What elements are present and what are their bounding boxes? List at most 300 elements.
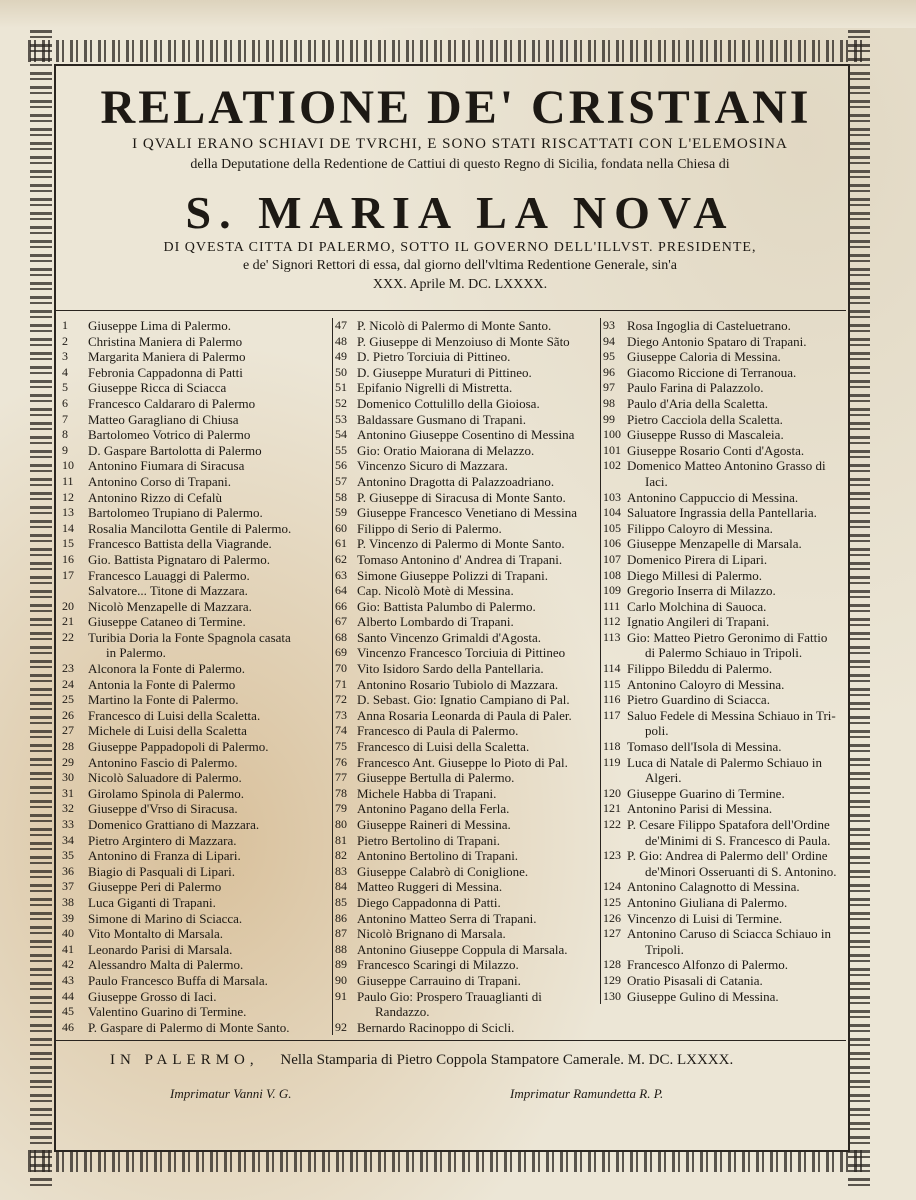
list-item: [62, 318, 330, 334]
entry-number: 106: [603, 536, 621, 551]
entry-number: 123: [603, 848, 621, 863]
entry-name: Epifanio Nigrelli di Mistretta.: [357, 380, 513, 396]
entry-number: 96: [603, 364, 615, 379]
entry-number: 119: [603, 754, 621, 769]
subtitle-line-4: DI QVESTA CITTA DI PALERMO, SOTTO IL GOVERNO DELL'ILLVST. PRESIDENTE,: [163, 240, 757, 255]
entry-number: 86: [335, 910, 347, 925]
entry-number: 16: [62, 551, 74, 566]
entry-number: 5: [62, 380, 68, 395]
entry-number: 57: [335, 473, 347, 488]
entry-name: Pietro Bertolino di Trapani.: [357, 832, 500, 848]
list-item: [601, 942, 853, 958]
entry-number: 118: [603, 739, 621, 754]
entry-name: Gio: Battista Palumbo di Palermo.: [357, 598, 536, 614]
entry-number: 66: [335, 598, 347, 613]
list-item: [601, 380, 853, 396]
entry-name: Antonino Giuseppe Coppula di Marsala.: [357, 941, 568, 957]
subtitle-line-5: e de' Signori Rettori di essa, dal giorno dell'vltima Redentione Generale, sin'a: [242, 258, 678, 273]
entry-number: 108: [603, 567, 621, 582]
list-item: [333, 365, 601, 381]
entry-name: Biagio di Pasquali di Lipari.: [88, 863, 235, 879]
list-item: [601, 536, 853, 552]
entry-name: Bernardo Racinoppo di Scicli.: [357, 1019, 515, 1035]
entry-number: 26: [62, 707, 74, 722]
names-column-1: [62, 318, 330, 1035]
entry-number: 50: [335, 364, 347, 379]
entry-name: Antonino Fiumara di Siracusa: [88, 458, 245, 474]
entry-number: 85: [335, 894, 347, 909]
list-item: [333, 474, 601, 490]
entry-number: 116: [603, 692, 621, 707]
entry-name: Francesco Lauaggi di Palermo.: [88, 567, 250, 583]
entry-number: [62, 583, 88, 599]
list-item: [601, 521, 853, 537]
entry-name: Francesco Scaringi di Milazzo.: [357, 957, 519, 973]
list-item: [333, 801, 601, 817]
entry-number: 58: [335, 489, 347, 504]
entry-number: 129: [603, 972, 621, 987]
entry-name: Giuseppe Menzapelle di Marsala.: [627, 536, 802, 552]
entry-name: Ignatio Angileri di Trapani.: [627, 614, 770, 630]
imprint-place: IN PALERMO,: [110, 1052, 259, 1068]
imprint-printer: Nella Stamparia di Pietro Coppola Stampatore Camerale. M. DC. LXXXX.: [280, 1052, 734, 1068]
entry-number: 94: [603, 333, 615, 348]
entry-number: 122: [603, 817, 621, 831]
list-item: [62, 380, 330, 396]
list-item: [601, 614, 853, 630]
list-item: [333, 926, 601, 942]
entry-name: P. Gaspare di Palermo di Monte Santo.: [88, 1019, 290, 1035]
entry-number: 93: [603, 318, 615, 332]
entry-number: [601, 864, 627, 880]
list-item: [601, 755, 853, 771]
list-item: [62, 957, 330, 973]
entry-number: [601, 645, 627, 661]
entry-name: Michele di Luisi della Scaletta: [88, 723, 247, 739]
list-item: [62, 677, 330, 693]
list-item: [333, 505, 601, 521]
entry-name: Giuseppe Peri di Palermo: [88, 879, 222, 895]
entry-number: 105: [603, 520, 621, 535]
entry-number: 99: [603, 411, 615, 426]
entry-name: P. Gio: Andrea di Palermo dell' Ordine: [627, 848, 828, 864]
footer-rule: [56, 1040, 846, 1041]
list-item: [62, 864, 330, 880]
ornament-border-top: [28, 40, 868, 62]
entry-number: 44: [62, 988, 74, 1003]
entry-number: 97: [603, 380, 615, 395]
entry-name: Martino la Fonte di Palermo.: [88, 692, 239, 708]
entry-name: Randazzo.: [375, 1004, 430, 1020]
entry-number: 46: [62, 1019, 74, 1034]
list-item: [62, 989, 330, 1005]
entry-number: 54: [335, 427, 347, 442]
entry-name: di Palermo Schiauo in Tripoli.: [645, 645, 803, 661]
entry-name: Turibia Doria la Fonte Spagnola casata: [88, 629, 291, 645]
entry-number: [333, 1004, 357, 1020]
entry-name: Antonino Dragotta di Palazzoadriano.: [357, 473, 555, 489]
list-item: [62, 458, 330, 474]
entry-name: Rosalia Mancilotta Gentile di Palermo.: [88, 520, 292, 536]
list-item: [333, 708, 601, 724]
list-item: [62, 365, 330, 381]
list-item: [333, 583, 601, 599]
entry-name: Baldassare Gusmano di Trapani.: [357, 411, 526, 427]
entry-name: Filippo Bileddu di Palermo.: [627, 661, 773, 677]
entry-number: 7: [62, 411, 68, 426]
entry-name: Giuseppe d'Vrso di Siracusa.: [88, 801, 238, 817]
entry-name: Giuseppe Carrauino di Trapani.: [357, 972, 521, 988]
entry-number: 59: [335, 505, 347, 520]
entry-number: [62, 645, 88, 661]
entry-name: Alberto Lombardo di Trapani.: [357, 614, 514, 630]
list-item: [601, 349, 853, 365]
list-item: [333, 879, 601, 895]
list-item: [62, 521, 330, 537]
entry-name: Gio: Oratio Maiorana di Melazzo.: [357, 442, 535, 458]
list-item: [333, 942, 601, 958]
list-item: [62, 1020, 330, 1036]
entry-number: 82: [335, 848, 347, 863]
entry-number: 29: [62, 754, 74, 769]
list-item: [601, 427, 853, 443]
entry-number: 101: [603, 442, 621, 457]
entry-name: Antonino Bertolino di Trapani.: [357, 848, 519, 864]
entry-name: Simone Giuseppe Polizzi di Trapani.: [357, 567, 549, 583]
list-item: [333, 318, 601, 334]
entry-number: 103: [603, 489, 621, 504]
list-item: [62, 692, 330, 708]
entry-number: 4: [62, 364, 68, 379]
entry-number: [601, 474, 627, 490]
list-item: [333, 661, 601, 677]
entry-name: Filippo di Serio di Palermo.: [357, 520, 502, 536]
list-item: [62, 490, 330, 506]
entry-number: 47: [335, 318, 347, 332]
list-item: [601, 568, 853, 584]
list-item: [601, 895, 853, 911]
list-item: [333, 552, 601, 568]
entry-name: Oratio Pisasali di Catania.: [627, 972, 763, 988]
entry-number: 112: [603, 614, 621, 629]
entry-name: Giuseppe Ricca di Sciacca: [88, 380, 227, 396]
list-item: [62, 568, 330, 584]
entry-name: Luca Giganti di Trapani.: [88, 894, 216, 910]
entry-name: Giuseppe Caloria di Messina.: [627, 349, 781, 365]
entry-name: Alconora la Fonte di Palermo.: [88, 661, 246, 677]
list-item: [62, 645, 330, 661]
list-item: [333, 380, 601, 396]
entry-name: P. Vincenzo di Palermo di Monte Santo.: [357, 536, 565, 552]
entry-name: Antonino Parisi di Messina.: [627, 801, 773, 817]
list-item: [333, 973, 601, 989]
entry-name: P. Giuseppe di Siracusa di Monte Santo.: [357, 489, 566, 505]
date-line: XXX. Aprile M. DC. LXXXX.: [372, 277, 548, 292]
entry-name: Giuseppe Russo di Mascaleia.: [627, 427, 784, 443]
list-item: [333, 1020, 601, 1036]
entry-name: poli.: [645, 723, 669, 739]
entry-number: 79: [335, 801, 347, 816]
entry-number: 89: [335, 957, 347, 972]
list-item: [62, 1004, 330, 1020]
list-item: [62, 848, 330, 864]
list-item: [62, 396, 330, 412]
entry-name: Tripoli.: [645, 941, 684, 957]
entry-name: Antonino Calagnotto di Messina.: [627, 879, 800, 895]
list-item: [333, 895, 601, 911]
entry-number: 61: [335, 536, 347, 551]
list-item: [333, 864, 601, 880]
entry-name: Carlo Molchina di Sauoca.: [627, 598, 767, 614]
entry-number: 104: [603, 505, 621, 520]
list-item: [601, 786, 853, 802]
entry-number: 14: [62, 520, 74, 535]
list-item: [62, 926, 330, 942]
entry-name: Michele Habba di Trapani.: [357, 785, 497, 801]
entry-number: 31: [62, 785, 74, 800]
entry-name: Cap. Nicolò Motè di Messina.: [357, 583, 514, 599]
entry-name: Paulo d'Aria della Scaletta.: [627, 395, 768, 411]
list-item: [62, 817, 330, 833]
entry-name: Vincenzo di Luisi di Termine.: [627, 910, 783, 926]
list-item: [601, 458, 853, 474]
list-item: [601, 801, 853, 817]
list-item: [62, 630, 330, 646]
list-item: [333, 568, 601, 584]
entry-name: Antonia la Fonte di Palermo: [88, 676, 236, 692]
entry-number: 36: [62, 863, 74, 878]
list-item: [333, 412, 601, 428]
list-item: [601, 739, 853, 755]
entry-name: Margarita Maniera di Palermo: [88, 349, 246, 365]
entry-number: 56: [335, 458, 347, 473]
entry-name: P. Giuseppe di Menzoiuso di Monte Sãto: [357, 333, 570, 349]
list-item: [333, 490, 601, 506]
entry-name: Antonino Caloyro di Messina.: [627, 676, 785, 692]
list-item: [62, 427, 330, 443]
entry-name: Antonino Caruso di Sciacca Schiauo in: [627, 926, 831, 942]
list-item: [333, 739, 601, 755]
list-item: [333, 755, 601, 771]
entry-number: 124: [603, 879, 621, 894]
entry-name: Saluo Fedele di Messina Schiauo in Tri-: [627, 707, 836, 723]
entry-name: Giuseppe Guarino di Termine.: [627, 785, 785, 801]
list-item: [333, 911, 601, 927]
entry-number: 3: [62, 349, 68, 364]
list-item: [62, 801, 330, 817]
entry-number: 109: [603, 583, 621, 598]
entry-number: [601, 723, 627, 739]
entry-name: Paulo Farina di Palazzolo.: [627, 380, 764, 396]
list-item: [601, 490, 853, 506]
subtitle-line-1: I QVALI ERANO SCHIAVI DE TVRCHI, E SONO STATI RISCATTATI CON L'ELEMOSINA: [132, 136, 788, 152]
entry-number: 45: [62, 1004, 74, 1019]
entry-name: Vito Montalto di Marsala.: [88, 926, 223, 942]
entry-number: 113: [603, 629, 621, 644]
entry-number: 32: [62, 801, 74, 816]
entry-name: Iaci.: [645, 473, 668, 489]
entry-name: Girolamo Spinola di Palermo.: [88, 785, 244, 801]
entry-name: Vito Isidoro Sardo della Pantellaria.: [357, 661, 544, 677]
list-item: [62, 786, 330, 802]
entry-name: Pietro Guardino di Sciacca.: [627, 692, 770, 708]
entry-number: 64: [335, 583, 347, 598]
entry-name: Pietro Cacciola della Scaletta.: [627, 411, 783, 427]
entry-number: 74: [335, 723, 347, 738]
entry-name: Nicolò Menzapelle di Mazzara.: [88, 598, 252, 614]
entry-name: D. Sebast. Gio: Ignatio Campiano di Pal.: [357, 692, 570, 708]
entry-name: Antonino Corso di Trapani.: [88, 473, 232, 489]
entry-name: Giuseppe Pappadopoli di Palermo.: [88, 739, 269, 755]
entry-name: Santo Vincenzo Grimaldi d'Agosta.: [357, 629, 542, 645]
entry-number: 13: [62, 505, 74, 520]
list-item: [333, 1004, 601, 1020]
list-item: [601, 599, 853, 615]
list-item: [601, 318, 853, 334]
list-item: [601, 708, 853, 724]
list-item: [601, 661, 853, 677]
list-item: [601, 677, 853, 693]
entry-name: Filippo Caloyro di Messina.: [627, 520, 773, 536]
entry-name: P. Cesare Filippo Spatafora dell'Ordine: [627, 817, 830, 832]
list-item: [333, 536, 601, 552]
entry-name: Tomaso Antonino d' Andrea di Trapani.: [357, 551, 563, 567]
entry-number: 117: [603, 707, 621, 722]
list-item: [601, 630, 853, 646]
entry-number: 67: [335, 614, 347, 629]
entry-number: 25: [62, 692, 74, 707]
entry-number: 24: [62, 676, 74, 691]
entry-number: 27: [62, 723, 74, 738]
entry-number: 121: [603, 801, 621, 816]
entry-number: 35: [62, 848, 74, 863]
list-item: [601, 926, 853, 942]
entry-name: Diego Cappadonna di Patti.: [357, 894, 501, 910]
list-item: [62, 552, 330, 568]
entry-name: de'Minori Osseruanti di S. Antonino.: [645, 863, 837, 879]
entry-number: 1: [62, 318, 68, 332]
entry-number: 77: [335, 770, 347, 785]
list-item: [333, 786, 601, 802]
list-item: [62, 879, 330, 895]
entry-number: 43: [62, 972, 74, 987]
list-item: [333, 599, 601, 615]
entry-number: 11: [62, 473, 74, 488]
entry-number: 91: [335, 988, 347, 1003]
entry-number: 53: [335, 411, 347, 426]
entry-name: Vincenzo Francesco Torciuia di Pittineo: [357, 645, 566, 661]
entry-number: 81: [335, 832, 347, 847]
entry-name: Giuseppe Calabrò di Coniglione.: [357, 863, 529, 879]
list-item: [333, 458, 601, 474]
entry-number: 21: [62, 614, 74, 629]
entry-name: Diego Antonio Spataro di Trapani.: [627, 333, 807, 349]
entry-name: Giuseppe Lima di Palermo.: [88, 318, 231, 333]
entry-number: [601, 833, 627, 849]
entry-number: 39: [62, 910, 74, 925]
entry-number: 83: [335, 863, 347, 878]
entry-name: Antonino Pagano della Ferla.: [357, 801, 510, 817]
list-item: [601, 583, 853, 599]
entry-name: Giuseppe Bertulla di Palermo.: [357, 770, 515, 786]
entry-number: 76: [335, 754, 347, 769]
list-item: [62, 895, 330, 911]
entry-number: 95: [603, 349, 615, 364]
entry-number: 127: [603, 926, 621, 941]
entry-number: 38: [62, 894, 74, 909]
list-item: [601, 973, 853, 989]
list-item: [601, 817, 853, 833]
entry-name: Rosa Ingoglia di Casteluetrano.: [627, 318, 791, 333]
entry-number: 87: [335, 926, 347, 941]
entry-number: 84: [335, 879, 347, 894]
list-item: [333, 817, 601, 833]
entry-number: 69: [335, 645, 347, 660]
entry-number: 22: [62, 629, 74, 644]
list-item: [62, 614, 330, 630]
list-item: [333, 770, 601, 786]
entry-number: 49: [335, 349, 347, 364]
entry-name: Antonino Cappuccio di Messina.: [627, 489, 799, 505]
list-item: [62, 412, 330, 428]
entry-name: Matteo Garagliano di Chiusa: [88, 411, 239, 427]
entry-number: 71: [335, 676, 347, 691]
entry-name: Saluatore Ingrassia della Pantellaria.: [627, 505, 817, 521]
list-item: [62, 583, 330, 599]
list-item: [333, 334, 601, 350]
list-item: [62, 755, 330, 771]
entry-name: de'Minimi di S. Francesco di Paula.: [645, 832, 831, 848]
list-item: [62, 334, 330, 350]
names-column-3: [600, 318, 853, 1004]
list-item: [333, 957, 601, 973]
entry-number: 34: [62, 832, 74, 847]
entry-number: 10: [62, 458, 74, 473]
entry-number: 114: [603, 661, 621, 676]
entry-name: Francesco di Luisi della Scaletta.: [357, 739, 530, 755]
entry-number: 92: [335, 1019, 347, 1034]
entry-number: 63: [335, 567, 347, 582]
list-item: [601, 334, 853, 350]
entry-number: 40: [62, 926, 74, 941]
entry-number: 73: [335, 707, 347, 722]
entry-name: Giuseppe Grosso di Iaci.: [88, 988, 217, 1004]
entry-name: P. Nicolò di Palermo di Monte Santo.: [357, 318, 552, 333]
entry-name: D. Pietro Torciuia di Pittineo.: [357, 349, 511, 365]
entry-number: 111: [603, 598, 621, 613]
entry-name: Febronia Cappadonna di Patti: [88, 364, 243, 380]
list-item: [601, 864, 853, 880]
list-item: [601, 989, 853, 1005]
entry-number: 6: [62, 395, 68, 410]
entry-name: Vincenzo Sicuro di Mazzara.: [357, 458, 508, 474]
entry-name: Antonino di Franza di Lipari.: [88, 848, 241, 864]
entry-number: 62: [335, 551, 347, 566]
list-item: [62, 599, 330, 615]
entry-number: 51: [335, 380, 347, 395]
ornament-border-bottom: [28, 1150, 868, 1172]
entry-name: Francesco Alfonzo di Palermo.: [627, 957, 789, 973]
list-item: [333, 645, 601, 661]
entry-name: Antonino Matteo Serra di Trapani.: [357, 910, 537, 926]
entry-number: 48: [335, 333, 347, 348]
entry-name: Antonino Giuliana di Palermo.: [627, 894, 788, 910]
list-item: [62, 833, 330, 849]
entry-name: Gio. Battista Pignataro di Palermo.: [88, 551, 270, 567]
list-item: [62, 770, 330, 786]
entry-name: Antonino Rizzo di Cefalù: [88, 489, 222, 505]
list-item: [601, 645, 853, 661]
